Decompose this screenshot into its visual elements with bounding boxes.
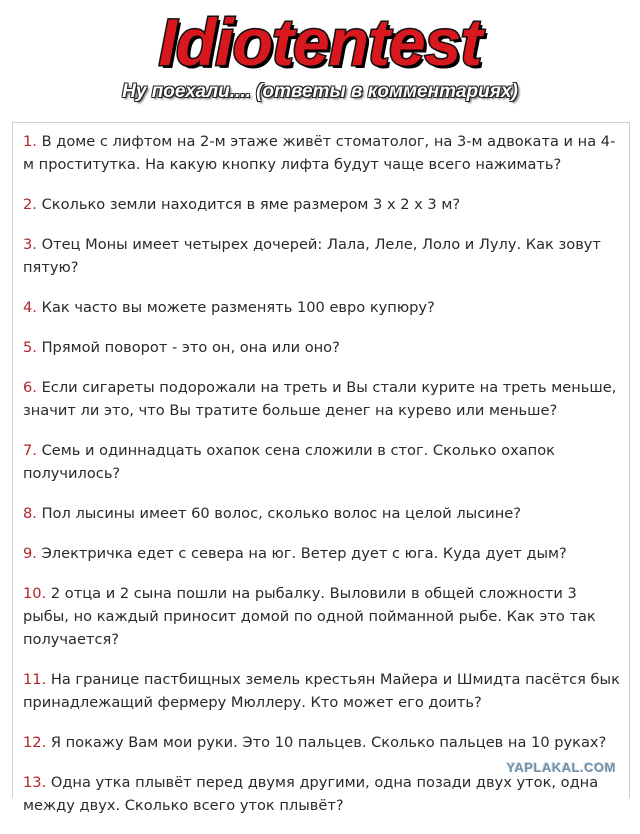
question-text: 2 отца и 2 сына пошли на рыбалку. Выловили в общей сложности 3 рыбы, но каждый приносит домой по одной пойманной рыбе. Как это так получается? (23, 585, 596, 648)
question-item (23, 336, 623, 359)
question-item (23, 439, 623, 485)
question-text: Как часто вы можете разменять 100 евро купюру? (41, 299, 435, 316)
question-text: Одна утка плывёт перед двумя другими, одна позади двух уток, одна между двух. Сколько всего уток плывёт? (23, 774, 599, 814)
logo-title: Idiotentest (158, 5, 482, 79)
question-item (23, 502, 623, 525)
question-number: 1. (23, 133, 37, 150)
question-text: На границе пастбищных земель крестьян Майера и Шмидта пасётся бык принадлежащий фермеру Мюллеру. Кто может его доить? (23, 671, 620, 711)
question-item (23, 193, 623, 216)
question-text: В доме с лифтом на 2-м этаже живёт стоматолог, на 3-м адвоката и на 4-м проститутка. На какую кнопку лифта будут чаще всего нажимать? (23, 133, 616, 173)
question-text: Семь и одиннадцать охапок сена сложили в стог. Сколько охапок получилось? (23, 442, 555, 482)
question-number: 3. (23, 236, 37, 253)
question-item (23, 771, 623, 817)
question-item (23, 376, 623, 422)
question-number: 4. (23, 299, 37, 316)
question-number: 13. (23, 774, 47, 791)
question-text: Сколько земли находится в яме размером 3 x 2 x 3 м? (41, 196, 461, 213)
question-item (23, 130, 623, 176)
question-number: 8. (23, 505, 37, 522)
question-item (23, 296, 623, 319)
question-text: Прямой поворот - это он, она или оно? (41, 339, 340, 356)
question-number: 10. (23, 585, 47, 602)
question-text: Электричка едет с севера на юг. Ветер дует с юга. Куда дует дым? (41, 545, 567, 562)
question-number: 7. (23, 442, 37, 459)
question-list (23, 130, 623, 834)
question-text: Отец Моны имеет четырех дочерей: Лала, Леле, Лоло и Лулу. Как зовут пятую? (23, 236, 601, 276)
question-number: 12. (23, 734, 47, 751)
question-text: Пол лысины имеет 60 волос, сколько волос на целой лысине? (41, 505, 521, 522)
question-number: 2. (23, 196, 37, 213)
question-item (23, 731, 623, 754)
question-number: 5. (23, 339, 37, 356)
question-number: 6. (23, 379, 37, 396)
question-number: 11. (23, 671, 47, 688)
question-item (23, 542, 623, 565)
question-item (23, 668, 623, 714)
question-number: 9. (23, 545, 37, 562)
subtitle: Ну поехали.... (ответы в комментариях) (122, 81, 518, 102)
question-text: Если сигареты подорожали на треть и Вы стали курите на треть меньше, значит ли это, что Вы тратите больше денег на курево или меньше? (23, 379, 617, 419)
watermark: YAPLAKAL.COM (506, 760, 616, 775)
question-item (23, 233, 623, 279)
header (0, 0, 640, 118)
question-item (23, 582, 623, 651)
question-text: Я покажу Вам мои руки. Это 10 пальцев. Сколько пальцев на 10 руках? (50, 734, 607, 751)
